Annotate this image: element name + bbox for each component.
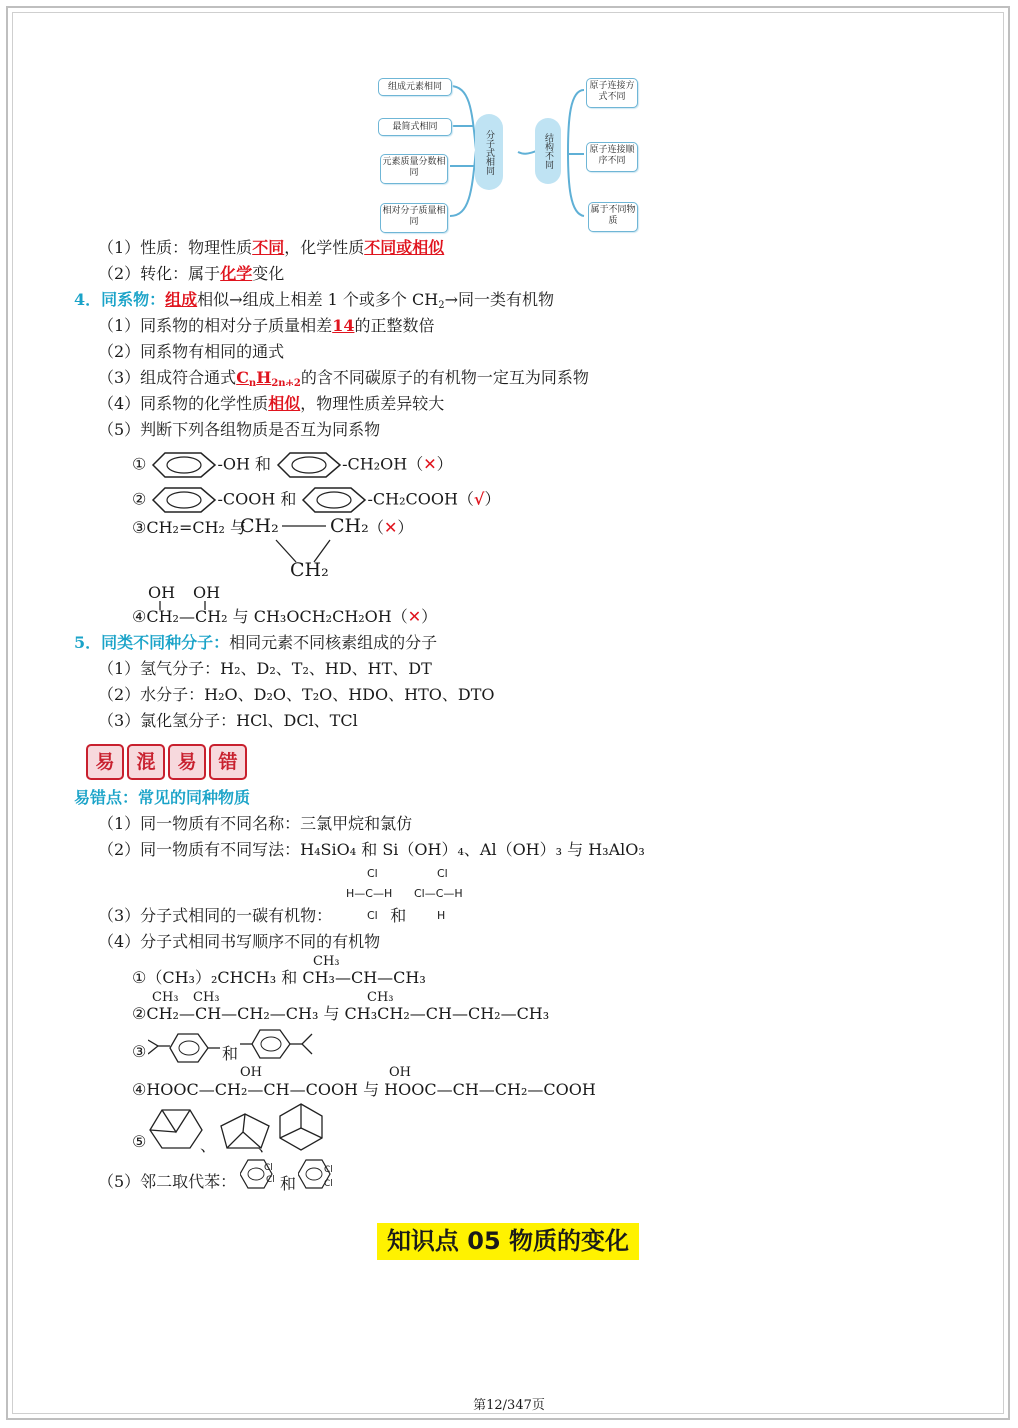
text: CH₂ [240, 515, 279, 537]
answer: 14 [332, 316, 355, 335]
benzene-ring-icon [276, 451, 342, 479]
text: （4）同系物的化学性质 [98, 394, 269, 413]
ortho-dichlorobenzene-2 [298, 1158, 342, 1192]
cymene-structure-1 [148, 1032, 224, 1066]
example-e2: ②CH₂—CH—CH₂—CH₃ 与 CH₃CH₂—CH—CH₂—CH₃ [132, 1004, 550, 1023]
text: ④CH₂—CH₂ 与 CH₃OCH₂CH₂OH（ [132, 607, 408, 626]
dichloromethane-line: Cl—C—H [414, 887, 463, 900]
text: 的含不同碳原子的有机物一定互为同系物 [300, 368, 589, 387]
text: （ [368, 518, 385, 537]
text: 2n+2 [271, 378, 301, 389]
text: ，化学性质 [284, 238, 365, 257]
text: 、 [200, 1136, 217, 1155]
example-e3 [132, 1042, 146, 1062]
conversion-line [98, 264, 284, 284]
cymene-structure-2 [240, 1028, 322, 1062]
section-title: 4．同系物： [74, 290, 166, 309]
mindmap-item-same-molar-mass: 相对分子质量相同 [380, 203, 448, 233]
text: -CH₂OH（ [342, 454, 424, 474]
hydroxyl-label: OH [389, 1065, 411, 1080]
chlorine-label: Cl [324, 1165, 333, 1175]
hydrogen-label: H [437, 909, 446, 922]
chlorine-label: Cl [266, 1175, 275, 1185]
text: -CH₂COOH（ [367, 489, 474, 509]
text: ② [132, 489, 147, 509]
homolog-item-3 [98, 368, 589, 394]
answer: 组成 [165, 290, 198, 309]
homolog-item-2: （2）同系物有相同的通式 [98, 342, 285, 361]
homolog-item-1 [98, 316, 434, 336]
methyl-label: CH₃ [152, 990, 179, 1005]
text: 和 [280, 1174, 297, 1193]
text: ① [132, 454, 147, 474]
ortho-dichlorobenzene-1 [240, 1158, 284, 1192]
text: -OH 和 [217, 454, 272, 474]
text: 、 [258, 1136, 275, 1155]
error-item-3 [98, 906, 406, 926]
example-e4: ④HOOC—CH₂—CH—COOH 与 HOOC—CH—CH₂—COOH [132, 1080, 596, 1099]
text: 的正整数倍 [354, 316, 435, 335]
text: ③ [132, 1042, 147, 1061]
text: -COOH 和 [217, 489, 297, 509]
property-line [98, 238, 444, 258]
answer: 相似 [268, 394, 301, 413]
mindmap-item-same-empirical: 最简式相同 [378, 118, 452, 136]
benzene-ring-icon [301, 486, 367, 514]
text: （5）邻二取代苯： [98, 1172, 237, 1191]
knowledge-point-heading: 知识点 05 物质的变化 [377, 1223, 639, 1260]
methyl-label: CH₃ [313, 954, 340, 969]
error-item-4: （4）分子式相同书写顺序不同的有机物 [98, 932, 381, 951]
check-mark: √ [473, 489, 485, 509]
text: 相似→组成上相差 1 个或多个 CH [197, 290, 439, 309]
isotope-item-1: （1）氢气分子：H₂、D₂、T₂、HD、HT、DT [98, 659, 432, 678]
chlorine-label: Cl [367, 909, 378, 922]
badge-cuo: 错 [209, 744, 247, 780]
isotope-item-2: （2）水分子：H₂O、D₂O、T₂O、HDO、HTO、DTO [98, 685, 495, 704]
text: （1）同系物的相对分子质量相差 [98, 316, 333, 335]
benzene-ring-icon [151, 451, 217, 479]
wrong-mark: ✕ [423, 454, 437, 474]
answer: 化学 [220, 264, 253, 283]
badge-yi: 易 [86, 744, 124, 780]
general-formula [236, 368, 301, 387]
example-4 [132, 607, 437, 627]
example-3-mark [368, 518, 413, 538]
homolog-item-4 [98, 394, 444, 414]
text: H [256, 368, 272, 387]
polycyclic-structure-1 [148, 1106, 204, 1152]
polycyclic-structure-3 [276, 1102, 326, 1152]
section-4-heading: 4．同系物：组成相似→组成上相差 1 个或多个 $CH_2\to$同一类有机物 [74, 290, 554, 311]
text: ） [436, 454, 453, 474]
hydroxyl-label: OH [193, 583, 221, 602]
mindmap-item-connection-order: 原子连接顺序不同 [586, 142, 638, 172]
mindmap-item-connection-mode: 原子连接方式不同 [586, 78, 638, 108]
chlorine-label: Cl [367, 867, 378, 880]
error-item-2: （2）同一物质有不同写法：H₄SiO₄ 和 Si（OH）₄、Al（OH）₃ 与 H₃AlO₃ [98, 840, 645, 859]
hydroxyl-label: OH [148, 583, 176, 602]
text: CH₂ [290, 559, 329, 581]
methyl-label: CH₃ [367, 990, 394, 1005]
text: ⑤ [132, 1132, 147, 1151]
text: C [236, 368, 249, 387]
answer: 不同 [252, 238, 285, 257]
text: ，物理性质差异较大 [300, 394, 445, 413]
badge-yi-2: 易 [168, 744, 206, 780]
text: 变化 [252, 264, 285, 283]
error-heading: 易错点：常见的同种物质 [74, 788, 251, 807]
mindmap-item-different-substance: 属于不同物质 [588, 202, 638, 232]
section-5-heading [74, 633, 437, 653]
dichloromethane-line: H—C—H [346, 887, 393, 900]
hydroxyl-label: OH [240, 1065, 262, 1080]
example-3 [132, 518, 246, 538]
benzene-ring-icon [151, 486, 217, 514]
text: 和 [222, 1044, 239, 1063]
text: n [248, 378, 257, 389]
methyl-label: CH₃ [193, 990, 220, 1005]
cyclopropane-bonds [268, 522, 368, 572]
error-item-1: （1）同一物质有不同名称：三氯甲烷和氯仿 [98, 814, 413, 833]
text: ） [421, 607, 438, 626]
text: （1）性质：物理性质 [98, 238, 253, 257]
example-e1: ①（CH₃）₂CHCH₃ 和 CH₃—CH—CH₃ [132, 968, 426, 987]
chlorine-label: Cl [324, 1179, 333, 1189]
text: （3）分子式相同的一碳有机物： [98, 906, 333, 925]
example-2 [132, 486, 500, 514]
page-number: 第12/347页 [473, 1398, 545, 1413]
mindmap-item-same-mass-fraction: 元素质量分数相同 [380, 154, 448, 184]
example-1 [132, 451, 453, 479]
mindmap-center-same-formula: 分子式相同 [475, 114, 503, 190]
homolog-item-5: （5）判断下列各组物质是否互为同系物 [98, 420, 381, 439]
section-title: 5．同类不同种分子： [74, 633, 230, 652]
text: 和 [390, 906, 407, 925]
text: ） [484, 489, 501, 509]
text: →同一类有机物 [444, 290, 554, 309]
chlorine-label: Cl [264, 1163, 273, 1173]
wrong-mark: ✕ [384, 518, 398, 537]
text: （2）转化：属于 [98, 264, 221, 283]
chlorine-label: Cl [437, 867, 448, 880]
mindmap-item-same-elements: 组成元素相同 [378, 78, 452, 96]
text: 相同元素不同核素组成的分子 [229, 633, 438, 652]
wrong-mark: ✕ [407, 607, 422, 626]
error-item-5 [98, 1172, 236, 1192]
text: ③CH₂=CH₂ 与 [132, 518, 247, 537]
badge-hun: 混 [127, 744, 165, 780]
text: （3）组成符合通式 [98, 368, 237, 387]
text: ） [397, 518, 414, 537]
isotope-item-3: （3）氯化氢分子：HCl、DCl、TCl [98, 711, 358, 730]
answer: 不同或相似 [364, 238, 445, 257]
mindmap-center-diff-structure: 结构不同 [535, 118, 561, 184]
text: CH₂ [330, 515, 369, 537]
